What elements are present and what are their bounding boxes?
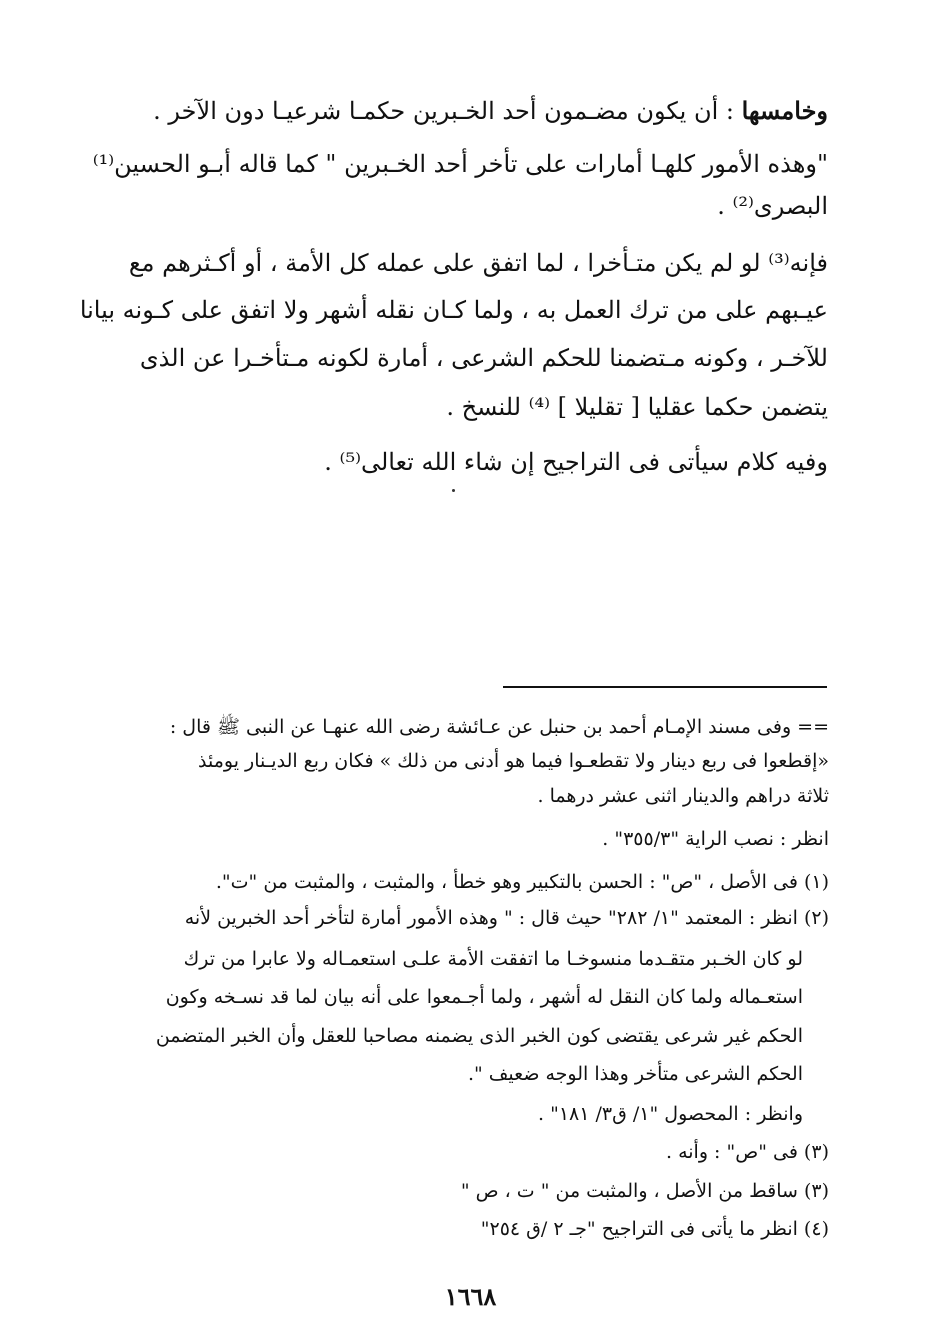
body-line-fifth-condition xyxy=(153,94,828,128)
footnote-3a: (٣) فى "ص" : وأنه . xyxy=(666,1141,829,1163)
footnote-line: الحكم غير شرعى يقتضى كون الخبر الذى يضمنه مصاحبا للعقل وأن الخبر المتضمن xyxy=(155,1025,803,1047)
footnote-line: وانظر : المحصول "١/ ق٣/ ١٨١" . xyxy=(537,1103,803,1125)
body-line: يتضمن حكما عقليا [ تقليلا ] ⁽⁴⁾ للنسخ . xyxy=(446,393,828,421)
body-text: : أن يكون مضـمون أحد الخـبرين حكمـا شرعيـا دون الآخر . xyxy=(153,97,734,125)
footnote-3b: (٣) ساقط من الأصل ، والمثبت من " ت ، ص " xyxy=(460,1180,829,1202)
footnote-line: انظر : نصب الراية "٣٥٥/٣" . xyxy=(602,828,829,850)
speck-mark xyxy=(452,489,455,492)
body-line: وفيه كلام سيأتى فى التراجيح إن شاء الله تعالى⁽⁵⁾ . xyxy=(324,448,828,476)
page-number: ١٦٦٨ xyxy=(444,1282,497,1311)
footnote-4: (٤) انظر ما يأتى فى التراجيح "جـ ٢ /ق ٢٥٤" xyxy=(480,1218,829,1240)
body-line: البصرى⁽²⁾ . xyxy=(717,192,828,220)
footnote-separator xyxy=(503,686,827,688)
footnote-line: استعـماله ولما كان النقل له أشهر ، ولما أجـمعوا على أنه بيان لما قد نسـخه وكون xyxy=(165,986,803,1008)
footnote-line: لو كان الخـبر متقـدما منسوخـا ما اتفقت الأمة علـى استعمـاله ولا عابرا من ترك xyxy=(183,948,803,970)
body-line: "وهذه الأمور كلهـا أمارات على تأخر أحد الخـبرين " كما قاله أبـو الحسين⁽¹⁾ xyxy=(92,150,828,178)
footnote-line: «إقطعوا فى ربع دينار ولا تقطعـوا فيما هو أدنى من ذلك » فكان ربع الديـنار يومئذ xyxy=(198,750,829,772)
footnote-line: ثلاثة دراهم والدينار اثنى عشر درهما . xyxy=(537,785,829,807)
body-line: فإنه⁽³⁾ لو لم يكن متـأخرا ، لما اتفق على عمله كل الأمة ، أو أكـثرهم مع xyxy=(128,249,828,277)
body-line: للآخـر ، وكونه مـتضمنا للحكم الشرعى ، أمارة لكونه مـتأخـرا عن الذى xyxy=(139,344,828,372)
footnote-1: (١) فى الأصل ، "ص" : الحسن بالتكبير وهو خطأ ، والمثبت ، والمثبت من "ت". xyxy=(215,871,829,893)
section-lead-word: وخامسها xyxy=(741,96,828,125)
footnote-line: == وفى مسند الإمـام أحمد بن حنبل عن عـائشة رضى الله عنهـا عن النبى ﷺ قال : xyxy=(169,716,829,738)
body-line: عيـبهم على من ترك العمل به ، ولما كـان نقله أشهر ولا اتفق على كـونه بيانا xyxy=(79,296,828,324)
footnote-line: الحكم الشرعى متأخر وهذا الوجه ضعيف ". xyxy=(467,1063,803,1085)
footnote-2: (٢) انظر : المعتمد "١/ ٢٨٢" حيث قال : " وهذه الأمور أمارة لتأخر أحد الخبرين لأنه xyxy=(184,907,829,929)
